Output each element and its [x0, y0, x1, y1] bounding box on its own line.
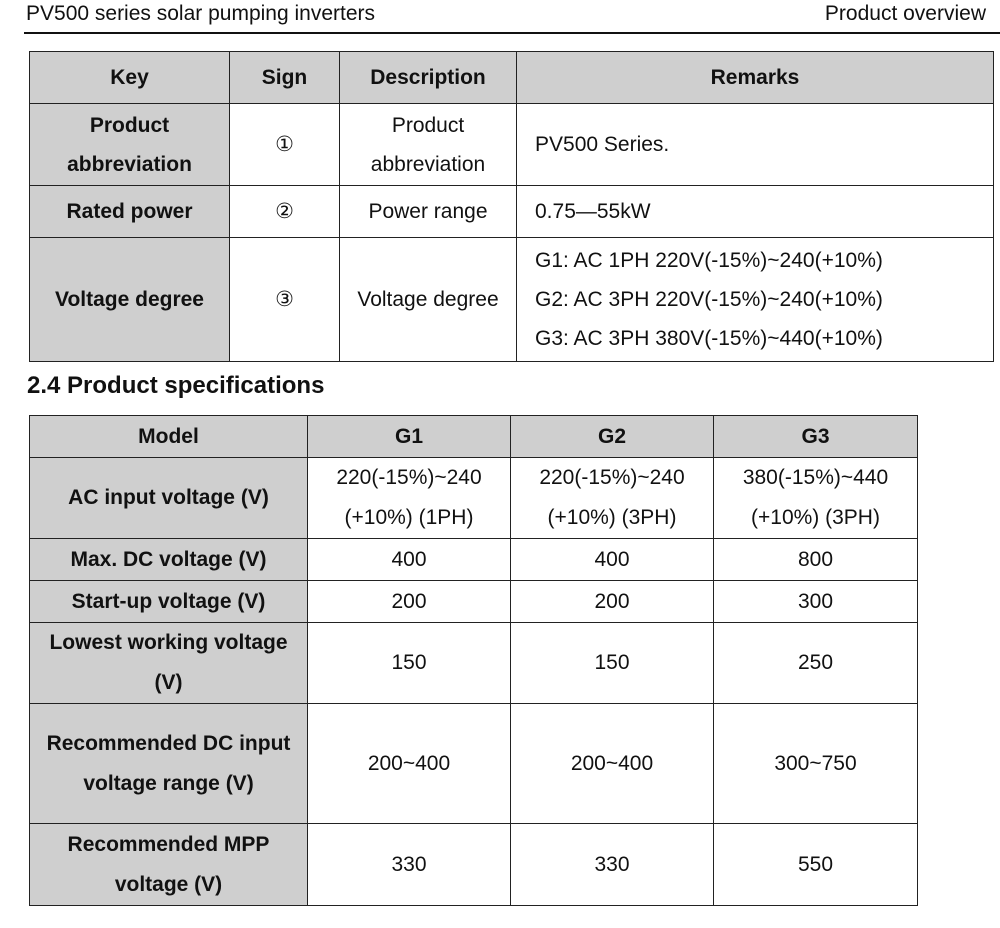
- g2-header: G2: [511, 416, 714, 458]
- key-table: [29, 51, 994, 362]
- key-cell: Product abbreviation: [30, 104, 230, 186]
- spec-value: 300: [714, 581, 918, 623]
- spec-value: 200: [308, 581, 511, 623]
- spec-label: Max. DC voltage (V): [30, 539, 308, 581]
- spec-value: 330: [308, 824, 511, 906]
- remarks-line: G2: AC 3PH 220V(-15%)~240(+10%): [535, 288, 883, 311]
- remarks-line: G1: AC 1PH 220V(-15%)~240(+10%): [535, 249, 883, 272]
- spec-value: 380(-15%)~440 (+10%) (3PH): [714, 458, 918, 539]
- spec-value: 220(-15%)~240 (+10%) (1PH): [308, 458, 511, 539]
- spec-value: 300~750: [714, 704, 918, 824]
- document-title: PV500 series solar pumping inverters: [26, 2, 376, 25]
- remarks-header: Remarks: [517, 52, 994, 104]
- g3-header: G3: [714, 416, 918, 458]
- sign-cell: ①: [230, 104, 340, 186]
- remarks-cell: PV500 Series.: [517, 104, 994, 186]
- spec-value: 150: [308, 623, 511, 704]
- page-header: [24, 0, 1000, 34]
- model-header: Model: [30, 416, 308, 458]
- sign-cell: ③: [230, 238, 340, 362]
- key-cell: Rated power: [30, 186, 230, 238]
- description-cell: Product abbreviation: [340, 104, 517, 186]
- key-header: Key: [30, 52, 230, 104]
- spec-label: AC input voltage (V): [30, 458, 308, 539]
- remarks-line: G3: AC 3PH 380V(-15%)~440(+10%): [535, 327, 883, 350]
- spec-value: 250: [714, 623, 918, 704]
- spec-label: Recommended DC input voltage range (V): [30, 704, 308, 824]
- key-cell: Voltage degree: [30, 238, 230, 362]
- spec-value: 200: [511, 581, 714, 623]
- spec-value: 200~400: [511, 704, 714, 824]
- sign-header: Sign: [230, 52, 340, 104]
- spec-value: 400: [511, 539, 714, 581]
- spec-value: 330: [511, 824, 714, 906]
- spec-label: Start-up voltage (V): [30, 581, 308, 623]
- remarks-cell: 0.75—55kW: [517, 186, 994, 238]
- remarks-cell: [517, 238, 994, 362]
- spec-table: [29, 415, 918, 906]
- description-cell: Voltage degree: [340, 238, 517, 362]
- sign-cell: ②: [230, 186, 340, 238]
- spec-label: Recommended MPP voltage (V): [30, 824, 308, 906]
- spec-value: 550: [714, 824, 918, 906]
- spec-value: 220(-15%)~240 (+10%) (3PH): [511, 458, 714, 539]
- description-header: Description: [340, 52, 517, 104]
- spec-value: 200~400: [308, 704, 511, 824]
- g1-header: G1: [308, 416, 511, 458]
- spec-value: 400: [308, 539, 511, 581]
- section-title: 2.4 Product specifications: [27, 372, 325, 399]
- section-name: Product overview: [824, 2, 986, 25]
- description-cell: Power range: [340, 186, 517, 238]
- spec-value: 800: [714, 539, 918, 581]
- spec-label: Lowest working voltage (V): [30, 623, 308, 704]
- spec-value: 150: [511, 623, 714, 704]
